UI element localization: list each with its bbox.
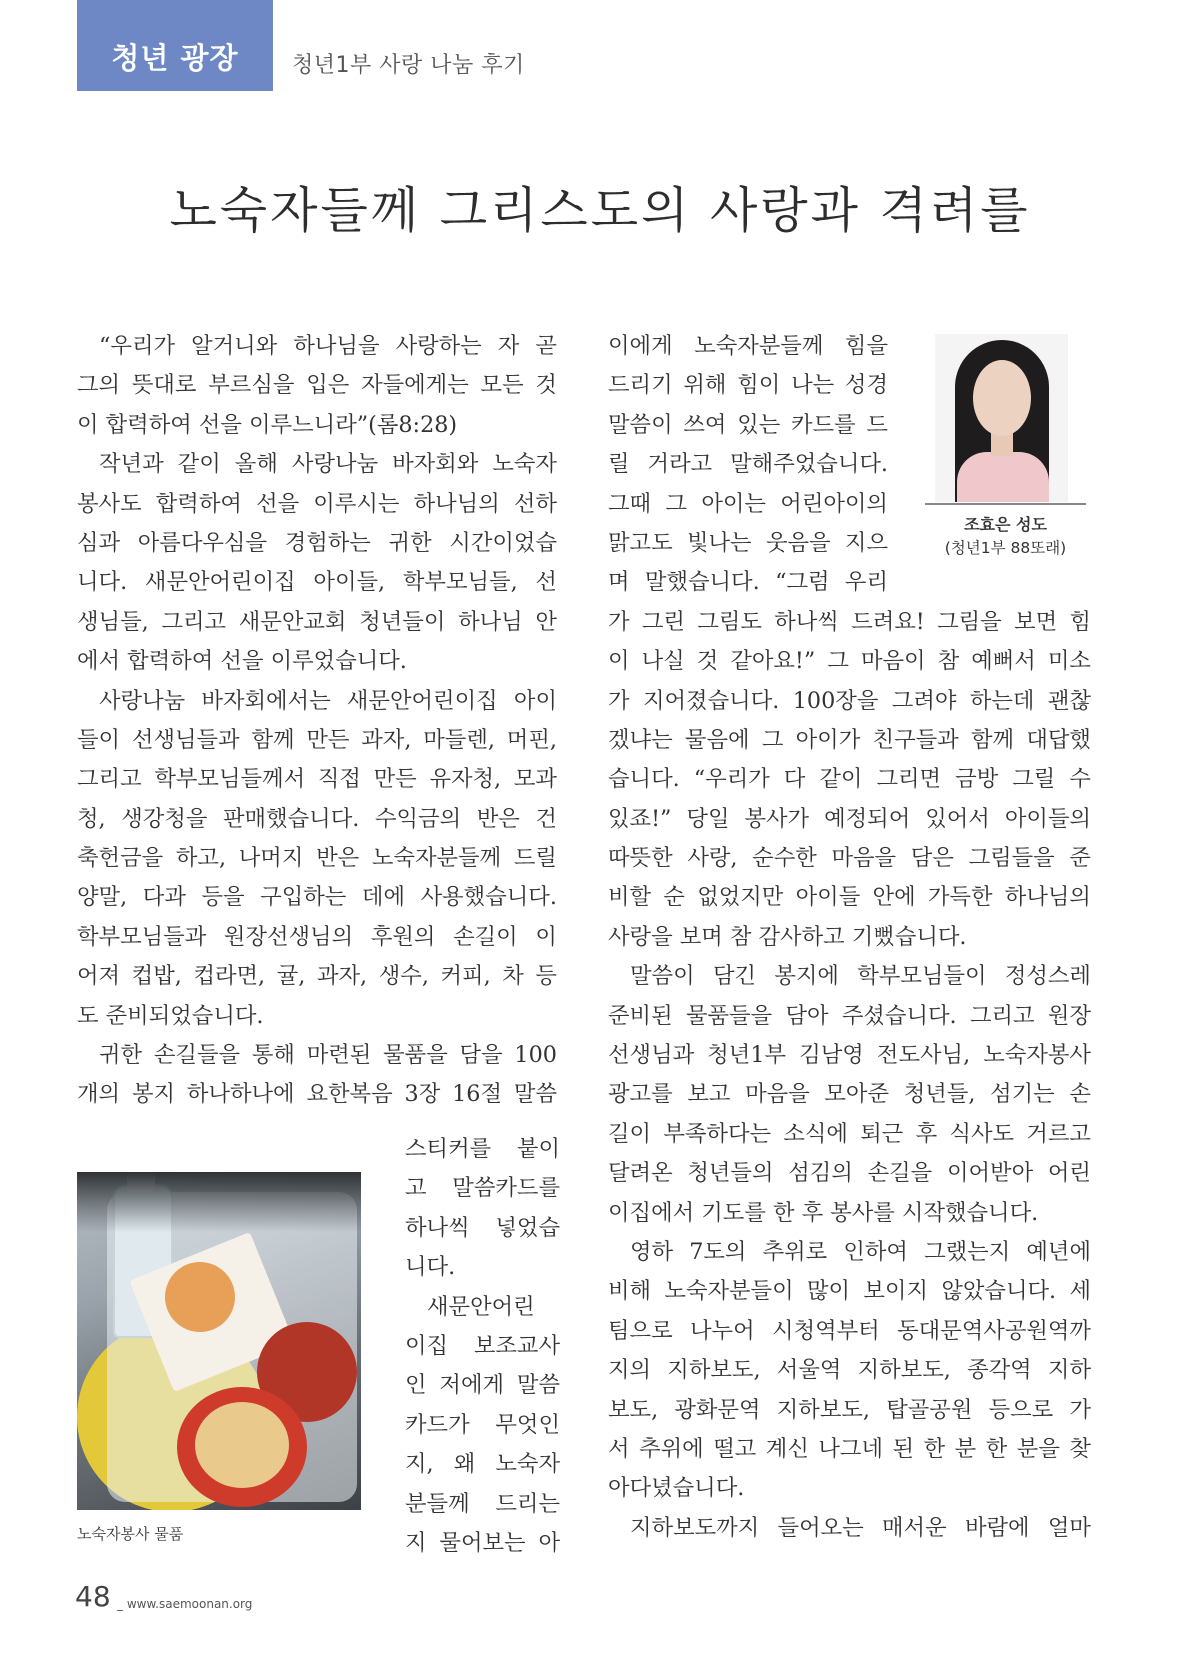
text-line: 광고를 보고 마음을 모아준 청년들, 섬기는 손 [608, 1081, 1091, 1108]
text-line: 지의 지하보도, 서울역 지하보도, 종각역 지하 [608, 1357, 1091, 1384]
text-line: 준비된 물품들을 담아 주셨습니다. 그리고 원장 [608, 1002, 1091, 1029]
text-line: 사랑나눔 바자회에서는 새문안어린이집 아이 [99, 687, 557, 714]
text-line: 릴 거라고 말해주었습니다. [608, 451, 888, 478]
text-line: 심과 아름다우심을 경험하는 귀한 시간이었습 [77, 529, 557, 556]
page-number: 48 [75, 1580, 111, 1613]
text-line: 서 추위에 떨고 계신 나그네 된 한 분 한 분을 찾 [608, 1435, 1091, 1462]
website-url: _ www.saemoonan.org [117, 1597, 253, 1611]
section-tag: 청년 광장 [77, 0, 273, 91]
text-line: 있죠!” 당일 봉사가 예정되어 있어서 아이들의 [608, 805, 1091, 832]
text-line: 사랑을 보며 참 감사하고 기뻤습니다. [608, 923, 967, 950]
text-line: 습니다. “우리가 다 같이 그리면 금방 그릴 수 [608, 766, 1091, 793]
text-line: 이집에서 기도를 한 후 봉사를 시작했습니다. [608, 1199, 1039, 1226]
text-line: 이 합력하여 선을 이루느니라”(롬8:28) [77, 411, 458, 438]
text-line: 따뜻한 사랑, 순수한 마음을 담은 그림들을 준 [608, 845, 1091, 872]
text-line: 이에게 노숙자분들께 힘을 [608, 333, 888, 359]
text-line: 팀으로 나누어 시청역부터 동대문역사공원역까 [608, 1317, 1091, 1344]
text-line: 카드가 무엇인 [405, 1411, 560, 1438]
text-line: 지하보도까지 들어오는 매서운 바람에 얼마 [630, 1514, 1091, 1541]
text-line: 새문안어린 [427, 1293, 535, 1320]
text-line: 분들께 드리는 [405, 1490, 560, 1517]
text-line: 스티커를 붙이 [405, 1136, 560, 1162]
text-line: 그리고 학부모님들께서 직접 만든 유자청, 모과 [77, 766, 557, 793]
text-line: 니다. 새문안어린이집 아이들, 학부모님들, 선 [77, 569, 557, 596]
text-line: 지 물어보는 아 [405, 1529, 560, 1556]
text-line: 가 그린 그림도 하나씩 드려요! 그림을 보면 힘 [608, 608, 1091, 635]
text-line: 지, 왜 노숙자 [405, 1451, 560, 1478]
text-line: 봉사도 합력하여 선을 이루시는 하나님의 선하 [77, 490, 557, 517]
text-line: 청, 생강청을 판매했습니다. 수익금의 반은 건 [77, 805, 557, 832]
narrow-column [405, 1130, 560, 1563]
text-line: 영하 7도의 추위로 인하여 그랬는지 예년에 [630, 1238, 1091, 1265]
text-line: 양말, 다과 등을 구입하는 데에 사용했습니다. [77, 884, 557, 911]
text-line: 에서 합력하여 선을 이루었습니다. [77, 648, 407, 675]
text-line: 선생님과 청년1부 김남영 전도사님, 노숙자봉사 [608, 1042, 1091, 1069]
text-line: 이 나실 것 같아요!” 그 마음이 참 예뻐서 미소 [608, 648, 1091, 675]
right-column [608, 327, 1091, 1548]
text-line: 맑고도 빛나는 웃음을 지으 [608, 529, 888, 556]
text-line: 귀한 손길들을 통해 마련된 물품을 담을 100 [99, 1042, 557, 1069]
text-line: 하나씩 넣었습 [405, 1214, 560, 1241]
text-line: 그때 그 아이는 어린아이의 [608, 490, 888, 517]
article-title: 노숙자들께 그리스도의 사랑과 격려를 [169, 182, 1031, 239]
text-line: 보도, 광화문역 지하보도, 탑골공원 등으로 가 [608, 1396, 1091, 1423]
text-line: 말씀이 담긴 봉지에 학부모님들이 정성스레 [630, 963, 1091, 990]
photo-caption: 노숙자봉사 물품 [77, 1525, 184, 1543]
text-line: 겠냐는 물음에 그 아이가 친구들과 함께 대답했 [608, 726, 1091, 753]
text-line: 가 지어졌습니다. 100장을 그려야 하는데 괜찮 [608, 687, 1091, 714]
donation-items-photo [77, 1172, 361, 1510]
text-line: 고 말씀카드를 [405, 1175, 560, 1202]
text-line: 길이 부족하다는 소식에 퇴근 후 식사도 거르고 [608, 1120, 1091, 1147]
text-line: 개의 봉지 하나하나에 요한복음 3장 16절 말씀 [77, 1081, 557, 1108]
author-name: 조효은 성도 [964, 515, 1047, 534]
text-line: 비해 노숙자분들이 많이 보이지 않았습니다. 세 [608, 1278, 1091, 1305]
author-photo [935, 334, 1068, 502]
text-line: 드리기 위해 힘이 나는 성경 [608, 372, 888, 399]
text-line: 아다녔습니다. [608, 1475, 745, 1502]
text-line: 도 준비되었습니다. [77, 1002, 264, 1029]
text-line: 어져 컵밥, 컵라면, 귤, 과자, 생수, 커피, 차 등 [77, 963, 557, 990]
text-line: “우리가 알거니와 하나님을 사랑하는 자 곧 [99, 333, 557, 359]
author-group: (청년1부 88또래) [944, 539, 1067, 557]
text-line: 학부모님들과 원장선생님의 후원의 손길이 이 [77, 923, 557, 950]
text-line: 그의 뜻대로 부르심을 입은 자들에게는 모든 것 [77, 372, 557, 399]
text-line: 인 저에게 말씀 [405, 1372, 560, 1399]
text-line: 비할 순 없었지만 아이들 안에 가득한 하나님의 [608, 884, 1091, 911]
section-subtitle: 청년1부 사랑 나눔 후기 [292, 53, 525, 78]
text-line: 말씀이 쓰여 있는 카드를 드 [608, 411, 888, 438]
text-line: 생님들, 그리고 새문안교회 청년들이 하나님 안 [77, 608, 557, 635]
text-line: 들이 선생님들과 함께 만든 과자, 마들렌, 머핀, [77, 726, 557, 753]
text-line: 작년과 같이 올해 사랑나눔 바자회와 노숙자 [99, 451, 557, 478]
text-line: 달려온 청년들의 섬김의 손길을 이어받아 어린 [608, 1160, 1091, 1187]
text-line: 니다. [405, 1254, 456, 1281]
text-line: 이집 보조교사 [405, 1332, 560, 1359]
text-line: 축헌금을 하고, 나머지 반은 노숙자분들께 드릴 [77, 845, 557, 872]
text-line: 며 말했습니다. “그럼 우리 [608, 569, 888, 596]
author-divider [925, 503, 1086, 505]
left-column [77, 327, 557, 1115]
